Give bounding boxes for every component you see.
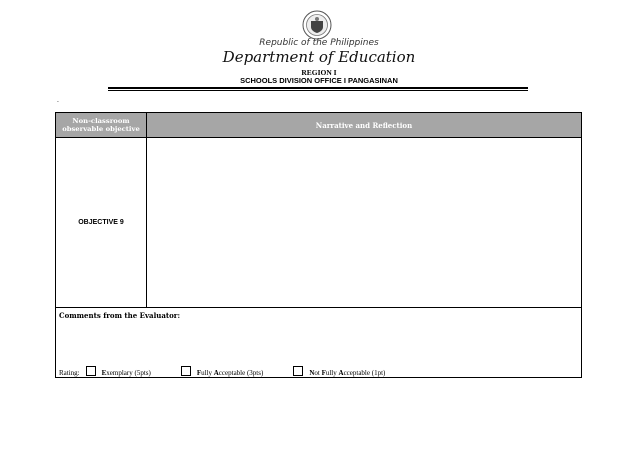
objective-label: OBJECTIVE 9	[56, 138, 147, 307]
comments-section	[56, 307, 581, 378]
evaluation-table	[55, 112, 582, 378]
rating-row	[59, 366, 415, 377]
narrative-column-header: Narrative and Reflection	[315, 120, 413, 130]
department-title: Department of Education	[222, 48, 416, 66]
header-rule	[108, 87, 528, 89]
region-line: REGION I	[301, 68, 337, 77]
exemplary-checkbox[interactable]	[86, 366, 96, 376]
comments-label: Comments from the Evaluator:	[59, 311, 181, 320]
not-fully-acceptable-option-label: Not Fully Acceptable (1pt)	[309, 369, 386, 377]
fully-acceptable-option-label: Fully Acceptable (3pts)	[196, 369, 264, 377]
objective-column-header: Non-classroom observable objective	[56, 113, 147, 137]
table-header-row	[56, 113, 581, 138]
deped-seal-logo	[302, 10, 332, 40]
header-rule-thin	[108, 90, 528, 91]
exemplary-option-label: Exemplary (5pts)	[101, 369, 151, 377]
republic-line: Republic of the Philippines	[259, 38, 379, 48]
rating-label: Rating:	[59, 369, 80, 377]
narrative-field[interactable]	[147, 138, 581, 307]
fully-acceptable-checkbox[interactable]	[181, 366, 191, 376]
stray-mark: .	[57, 97, 59, 104]
division-line: SCHOOLS DIVISION OFFICE I PANGASINAN	[240, 76, 398, 85]
not-fully-acceptable-checkbox[interactable]	[293, 366, 303, 376]
